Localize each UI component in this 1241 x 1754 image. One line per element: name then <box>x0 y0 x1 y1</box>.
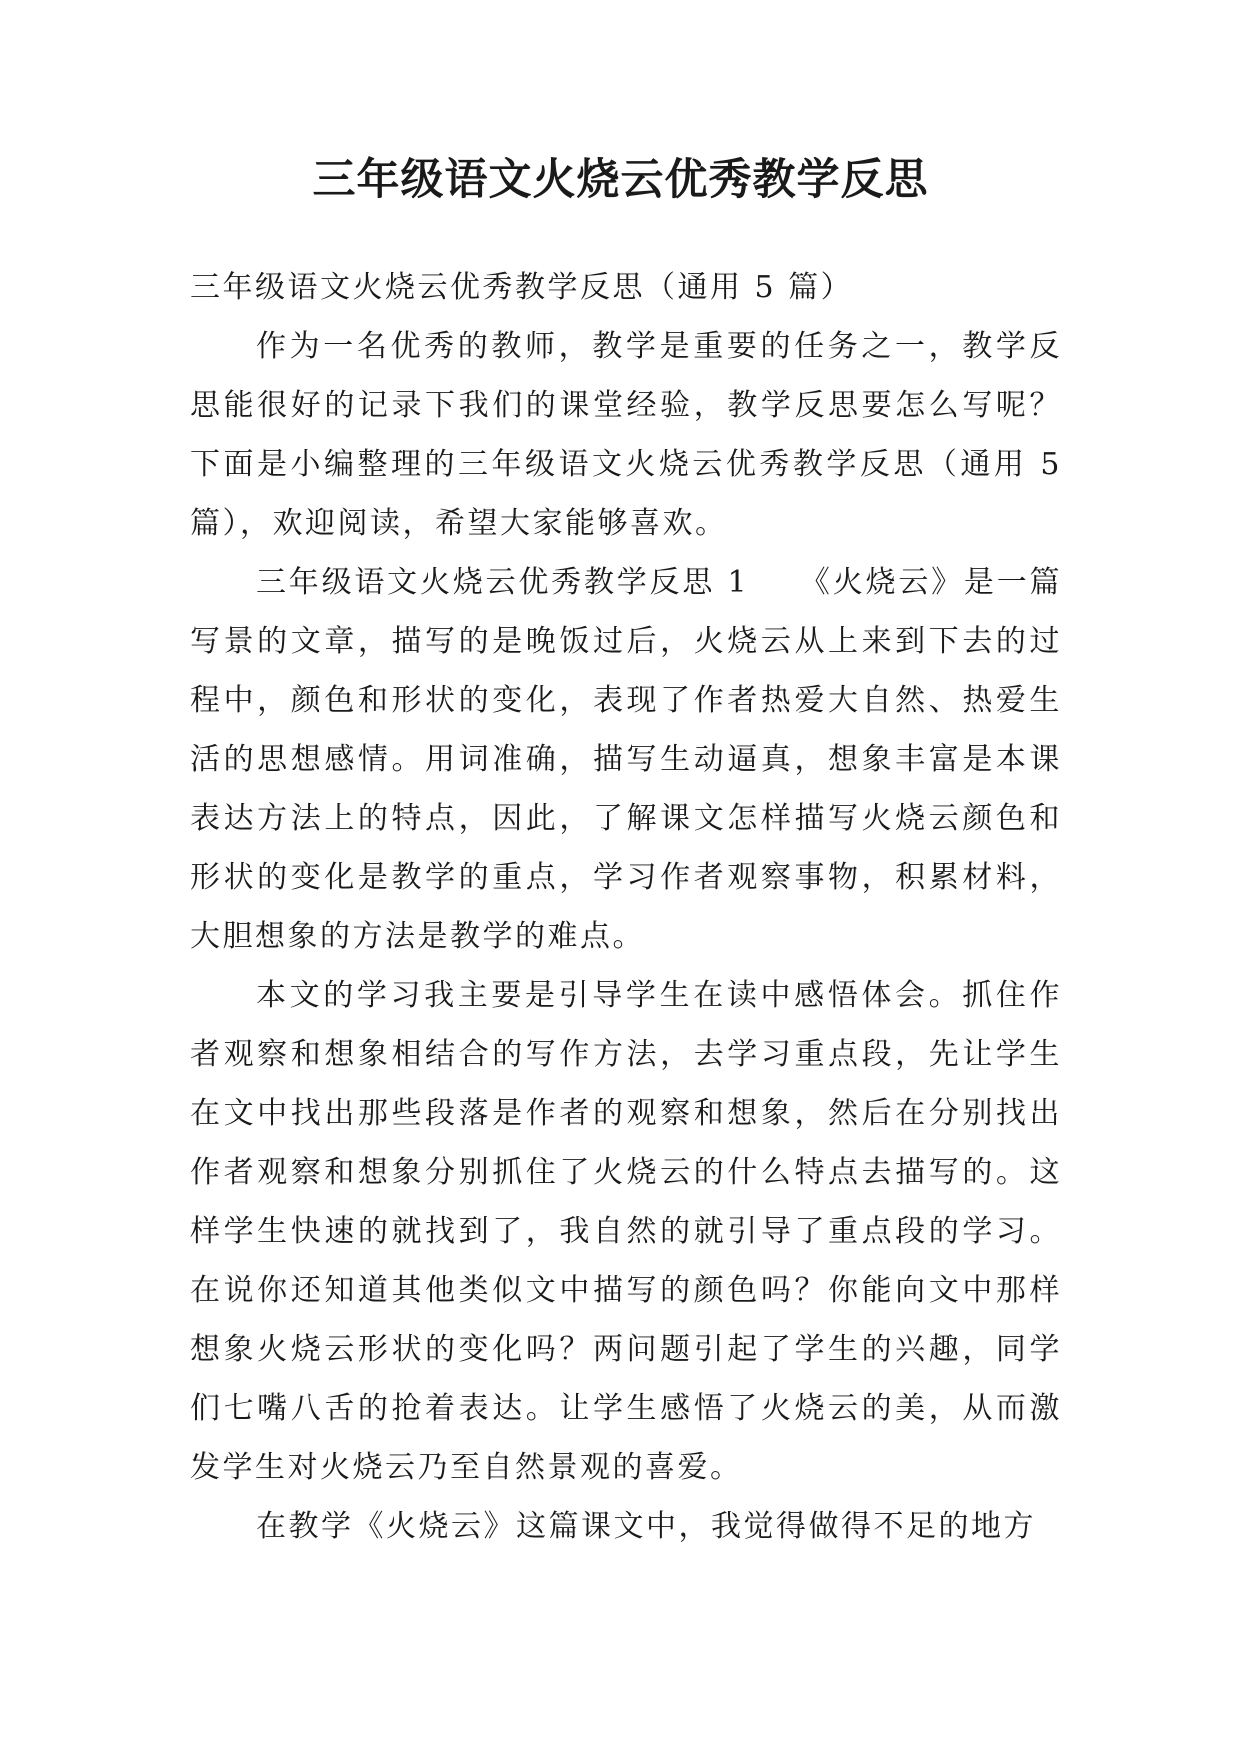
paragraph-method: 本文的学习我主要是引导学生在读中感悟体会。抓住作者观察和想象相结合的写作方法，去学习重点段，先让学生在文中找出那些段落是作者的观察和想象，然后在分别找出作者观察和想象分别抓住了火烧云的什么特点去描写的。这样学生快速的就找到了，我自然的就引导了重点段的学习。在说你还知道其他类似文中描写的颜色吗？你能向文中那样想象火烧云形状的变化吗？两问题引起了学生的兴趣，同学们七嘴八舌的抢着表达。让学生感悟了火烧云的美，从而激发学生对火烧云乃至自然景观的喜爱。 <box>190 978 1062 1485</box>
paragraph-reflection-1: 三年级语文火烧云优秀教学反思 1 《火烧云》是一篇写景的文章，描写的是晚饭过后，火烧云从上来到下去的过程中，颜色和形状的变化，表现了作者热爱大自然、热爱生活的思想感情。用词准确，描写生动逼真，想象丰富是本课表达方法上的特点，因此，了解课文怎样描写火烧云颜色和形状的变化是教学的重点，学习作者观察事物，积累材料，大胆想象的方法是教学的难点。 <box>190 565 1062 954</box>
document-subtitle: 三年级语文火烧云优秀教学反思（通用 5 篇） <box>190 270 854 305</box>
paragraph-intro: 作为一名优秀的教师，教学是重要的任务之一，教学反思能很好的记录下我们的课堂经验，教学反思要怎么写呢？下面是小编整理的三年级语文火烧云优秀教学反思（通用 5 篇），欢迎阅读，希望大家能够喜欢。 <box>190 329 1062 541</box>
document-body <box>190 258 1062 1556</box>
paragraph-shortcomings: 在教学《火烧云》这篇课文中，我觉得做得不足的地方 <box>256 1509 1036 1544</box>
document-title: 三年级语文火烧云优秀教学反思 <box>312 155 929 205</box>
